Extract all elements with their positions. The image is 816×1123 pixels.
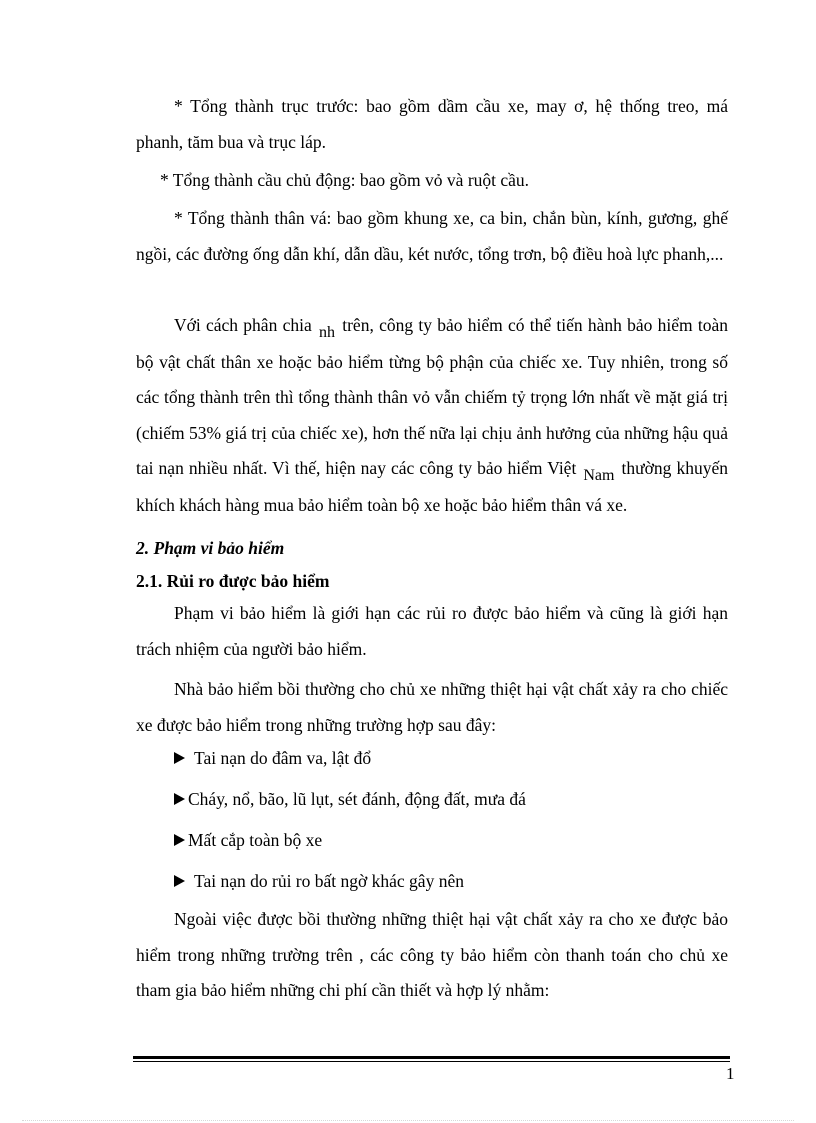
section-heading-2-1: 2.1. Rủi ro được bảo hiểm bbox=[136, 571, 330, 591]
bullet-item bbox=[174, 746, 371, 770]
bullet-text: Tai nạn do đâm va, lật đổ bbox=[194, 748, 372, 768]
paragraph-classification-text-1: Với cách phân chia bbox=[174, 315, 317, 335]
paragraph-classification-sub-2: Nam bbox=[583, 467, 615, 484]
paragraph-classification-text-3: thường khuyến khích khách hàng mua bảo hiểm toàn bộ xe hoặc bảo hiểm thân vá xe. bbox=[136, 458, 728, 515]
bullet-text: Mất cắp toàn bộ xe bbox=[188, 830, 323, 850]
bullet-item bbox=[174, 869, 464, 893]
footer-rule-thin bbox=[133, 1061, 730, 1062]
paragraph-scope: Phạm vi bảo hiểm là giới hạn các rủi ro được bảo hiểm và cũng là giới hạn trách nhiệm của người bảo hiểm. bbox=[136, 603, 728, 659]
section-heading-2: 2. Phạm vi bảo hiểm bbox=[136, 538, 285, 558]
paragraph-drive-axle: * Tổng thành cầu chủ động: bao gồm vỏ và ruột cầu. bbox=[160, 170, 530, 190]
paragraph-front-axle: * Tổng thành trục trước: bao gồm dầm cầu xe, may ơ, hệ thống treo, má phanh, tăm bua và trục láp. bbox=[136, 96, 728, 152]
arrow-bullet-icon bbox=[174, 875, 185, 887]
bullet-item bbox=[174, 828, 322, 852]
arrow-bullet-icon bbox=[174, 752, 185, 764]
arrow-bullet-icon bbox=[174, 793, 185, 805]
footer-rule bbox=[133, 1056, 730, 1059]
paragraph-classification bbox=[136, 308, 728, 523]
bullet-text: Tai nạn do rủi ro bất ngờ khác gây nên bbox=[194, 871, 464, 891]
paragraph-classification-text-2: trên, công ty bảo hiểm có thể tiến hành bảo hiểm toàn bộ vật chất thân xe hoặc bảo hiểm từng bộ phận của chiếc xe. Tuy nhiên, trong số các tổng thành trên thì tổng thành thân vỏ vẫn chiếm tỷ trọng lớn nhất về mặt giá trị (chiếm 53% giá trị của chiếc xe), hơn thế nữa lại chịu ảnh hưởng của những hậu quả tai nạn nhiều nhất. Vì thế, hiện nay các công ty bảo hiểm Việt bbox=[136, 315, 728, 478]
arrow-bullet-icon bbox=[174, 834, 185, 846]
bullet-text: Cháy, nổ, bão, lũ lụt, sét đánh, động đất, mưa đá bbox=[188, 789, 526, 809]
page-edge-divider bbox=[22, 1120, 794, 1121]
paragraph-body-assembly: * Tổng thành thân vá: bao gồm khung xe, ca bin, chắn bùn, kính, gương, ghế ngồi, các đường ống dẫn khí, dẫn dầu, két nước, tổng trơn, bộ điều hoà lực phanh,... bbox=[136, 208, 728, 264]
page-number: 1 bbox=[726, 1064, 735, 1083]
paragraph-additional-costs: Ngoài việc được bồi thường những thiệt hại vật chất xảy ra cho xe được bảo hiểm trong những trường trên , các công ty bảo hiểm còn thanh toán cho chủ xe tham gia bảo hiểm những chi phí cần thiết và hợp lý nhằm: bbox=[136, 909, 728, 1000]
paragraph-compensation: Nhà bảo hiểm bồi thường cho chủ xe những thiệt hại vật chất xảy ra cho chiếc xe được bảo hiểm trong những trường hợp sau đây: bbox=[136, 679, 728, 735]
bullet-item bbox=[174, 787, 526, 811]
paragraph-classification-sub-1: nh bbox=[318, 324, 335, 341]
